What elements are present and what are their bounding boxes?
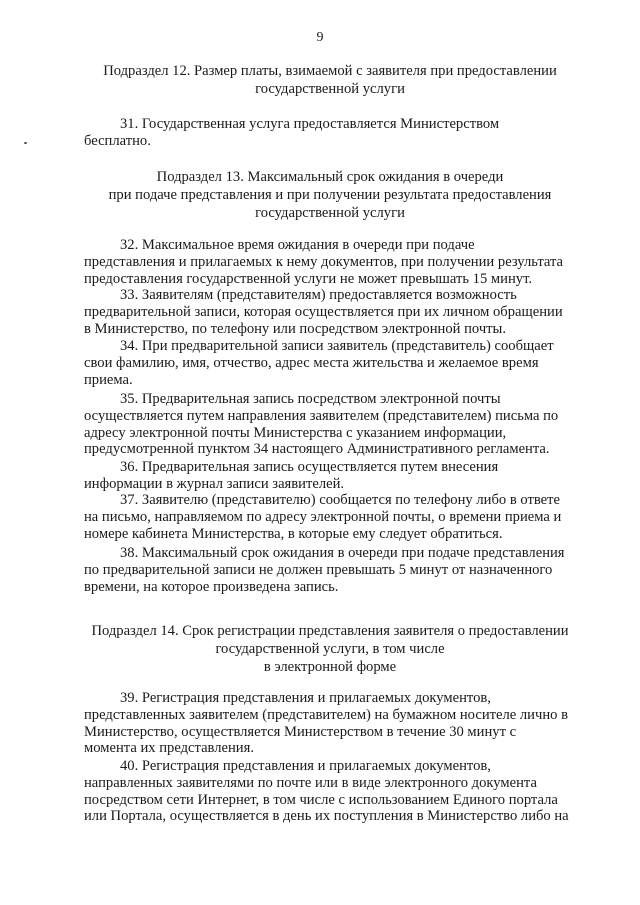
heading-line: государственной услуги [255, 205, 405, 221]
subsection-12-heading [80, 62, 580, 98]
paragraph-line: по предварительной записи не должен превышать 5 минут от назначенного [84, 561, 553, 578]
heading-line: Подраздел 12. Размер платы, взимаемой с заявителя при предоставлении [103, 63, 557, 79]
paragraph-line: 38. Максимальный срок ожидания в очереди при подаче представления [120, 545, 565, 561]
heading-line: государственной услуги, в том числе [215, 641, 445, 657]
paragraph-line: адресу электронной почты Министерства с указанием информации, [84, 424, 507, 441]
paragraph-line: или Портала, осуществляется в день их поступления в Министерство либо на [84, 808, 569, 825]
paragraph-line: момента их представления. [84, 740, 254, 757]
paragraph-line: свои фамилию, имя, отчество, адрес места жительства и желаемое время [84, 354, 539, 371]
paragraph-line: 33. Заявителям (представителям) предоставляется возможность [120, 287, 517, 303]
paragraph-line: бесплатно. [84, 132, 151, 149]
page-number: 9 [316, 30, 324, 45]
heading-line: в электронной форме [263, 659, 397, 675]
heading-line: государственной услуги [255, 81, 405, 97]
paragraph-line: 39. Регистрация представления и прилагаемых документов, [120, 690, 491, 706]
paragraph-36 [84, 459, 584, 493]
paragraph-line: в Министерство, по телефону или посредством электронной почты. [84, 320, 507, 337]
paragraph-31 [84, 116, 584, 150]
paragraph-32 [84, 237, 584, 287]
heading-line: Подраздел 13. Максимальный срок ожидания в очереди [156, 169, 504, 185]
subsection-14-heading [80, 622, 580, 676]
subsection-13-heading [80, 168, 580, 222]
paragraph-line: 32. Максимальное время ожидания в очереди при подаче [120, 237, 475, 253]
paragraph-line: информации в журнал записи заявителей. [84, 475, 345, 492]
paragraph-line: представления и прилагаемых к нему документов, при получении результата [84, 253, 564, 270]
paragraph-line: 34. При предварительной записи заявитель (представитель) сообщает [120, 338, 554, 354]
paragraph-35 [84, 391, 584, 458]
paragraph-40 [84, 758, 584, 825]
paragraph-line: 35. Предварительная запись посредством электронной почты [120, 391, 501, 407]
paragraph-line: времени, на которое произведена запись. [84, 578, 339, 595]
heading-line: при подаче представления и при получении результата предоставления [108, 187, 552, 203]
paragraph-line: 31. Государственная услуга предоставляется Министерством [120, 116, 500, 132]
paragraph-line: приема. [84, 371, 133, 388]
paragraph-line: предоставления государственной услуги не может превышать 15 минут. [84, 270, 533, 287]
paragraph-line: 40. Регистрация представления и прилагаемых документов, [120, 758, 491, 774]
paragraph-line: номере кабинета Министерства, в которые ему следует обратиться. [84, 525, 503, 542]
paragraph-38 [84, 545, 584, 595]
paragraph-line: представленных заявителем (представителем) на бумажном носителе лично в [84, 706, 568, 723]
paragraph-33 [84, 287, 584, 337]
paragraph-line: 37. Заявителю (представителю) сообщается по телефону либо в ответе [120, 492, 560, 508]
paragraph-37 [84, 492, 584, 542]
paragraph-line: предварительной записи, которая осуществляется при их личном обращении [84, 303, 563, 320]
paragraph-line: на письмо, направляемом по адресу электронной почты, о времени приема и [84, 508, 562, 525]
paragraph-34 [84, 338, 584, 388]
paragraph-line: посредством сети Интернет, в том числе с использованием Единого портала [84, 791, 558, 808]
paragraph-line: 36. Предварительная запись осуществляется путем внесения [120, 459, 499, 475]
paragraph-line: направленных заявителями по почте или в виде электронного документа [84, 774, 537, 791]
heading-line: Подраздел 14. Срок регистрации представления заявителя о предоставлении [91, 623, 569, 639]
paragraph-line: предусмотренной пунктом 34 настоящего Административного регламента. [84, 441, 550, 458]
paragraph-line: Министерство, осуществляется Министерством в течение 30 минут с [84, 723, 517, 740]
scan-speck [24, 142, 27, 144]
paragraph-39 [84, 690, 584, 757]
paragraph-line: осуществляется путем направления заявителем (представителем) письма по [84, 407, 559, 424]
